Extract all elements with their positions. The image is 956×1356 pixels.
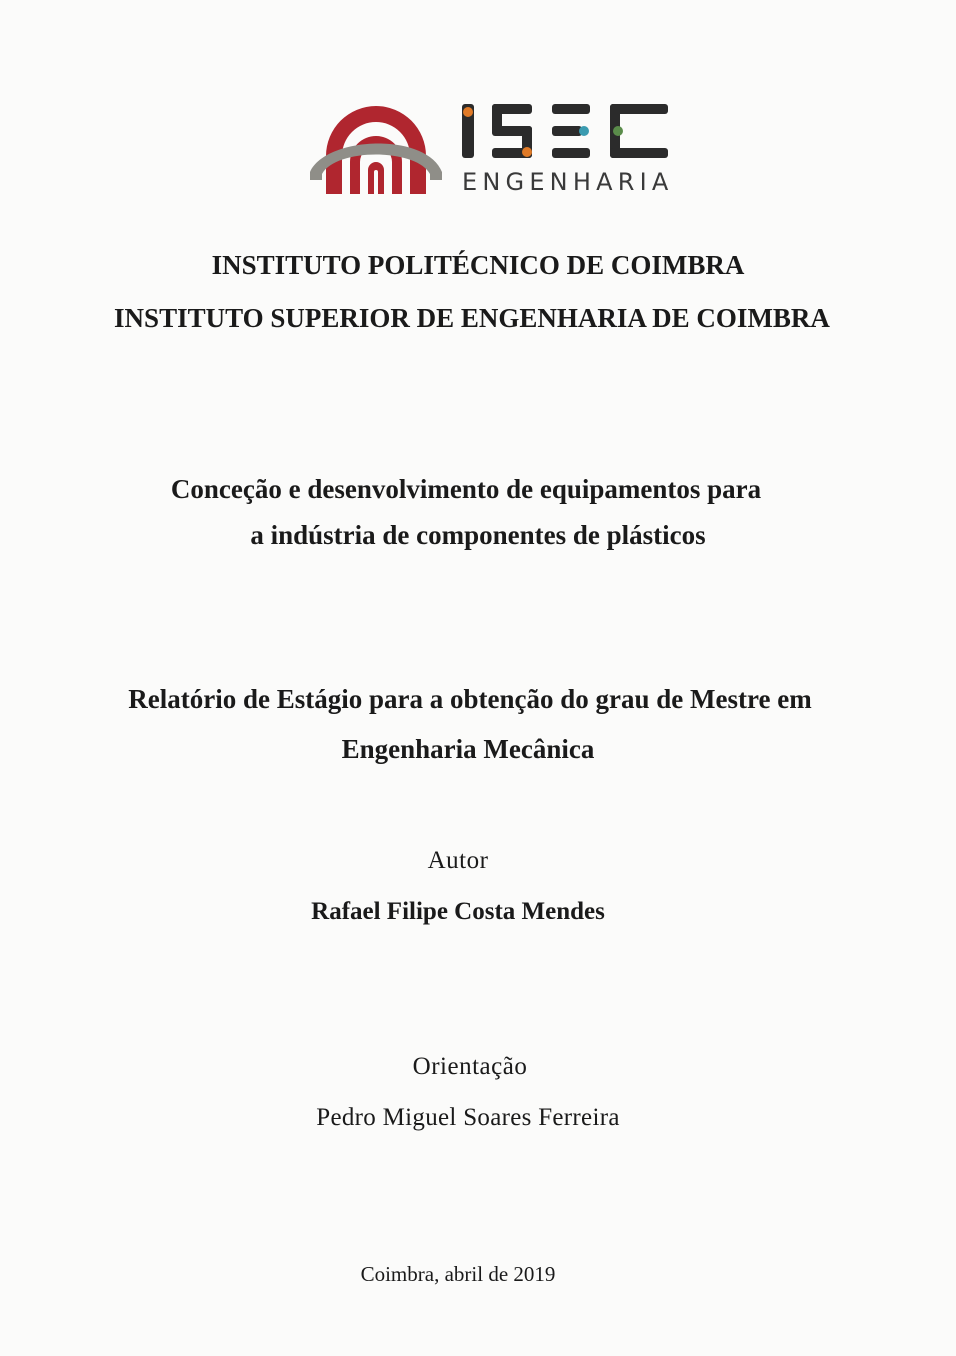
logo-dot-green bbox=[613, 126, 623, 136]
supervisor-name: Pedro Miguel Soares Ferreira bbox=[316, 1104, 620, 1131]
author-name: Rafael Filipe Costa Mendes bbox=[311, 898, 605, 925]
place-date: Coimbra, abril de 2019 bbox=[360, 1262, 556, 1286]
institution-line-2: INSTITUTO SUPERIOR DE ENGENHARIA DE COIMBRA bbox=[114, 303, 830, 333]
logo-arch-red-core bbox=[368, 162, 384, 194]
degree-line-2: Engenharia Mecânica bbox=[341, 734, 595, 764]
isec-logo bbox=[306, 96, 686, 206]
logo-subtitle: ENGENHARIA bbox=[462, 168, 674, 196]
supervisor-label: Orientação bbox=[412, 1053, 528, 1080]
thesis-title-line-2: a indústria de componentes de plásticos bbox=[250, 520, 706, 550]
institution-line-1: INSTITUTO POLITÉCNICO DE COIMBRA bbox=[211, 250, 745, 280]
logo-dot-orange bbox=[463, 107, 473, 117]
logo-dot-orange bbox=[522, 147, 532, 157]
author-label: Autor bbox=[427, 847, 489, 874]
degree-line-1: Relatório de Estágio para a obtenção do grau de Mestre em bbox=[128, 684, 812, 714]
logo-dot-teal bbox=[579, 126, 589, 136]
thesis-title-line-1: Conceção e desenvolvimento de equipamentos para bbox=[170, 474, 762, 504]
